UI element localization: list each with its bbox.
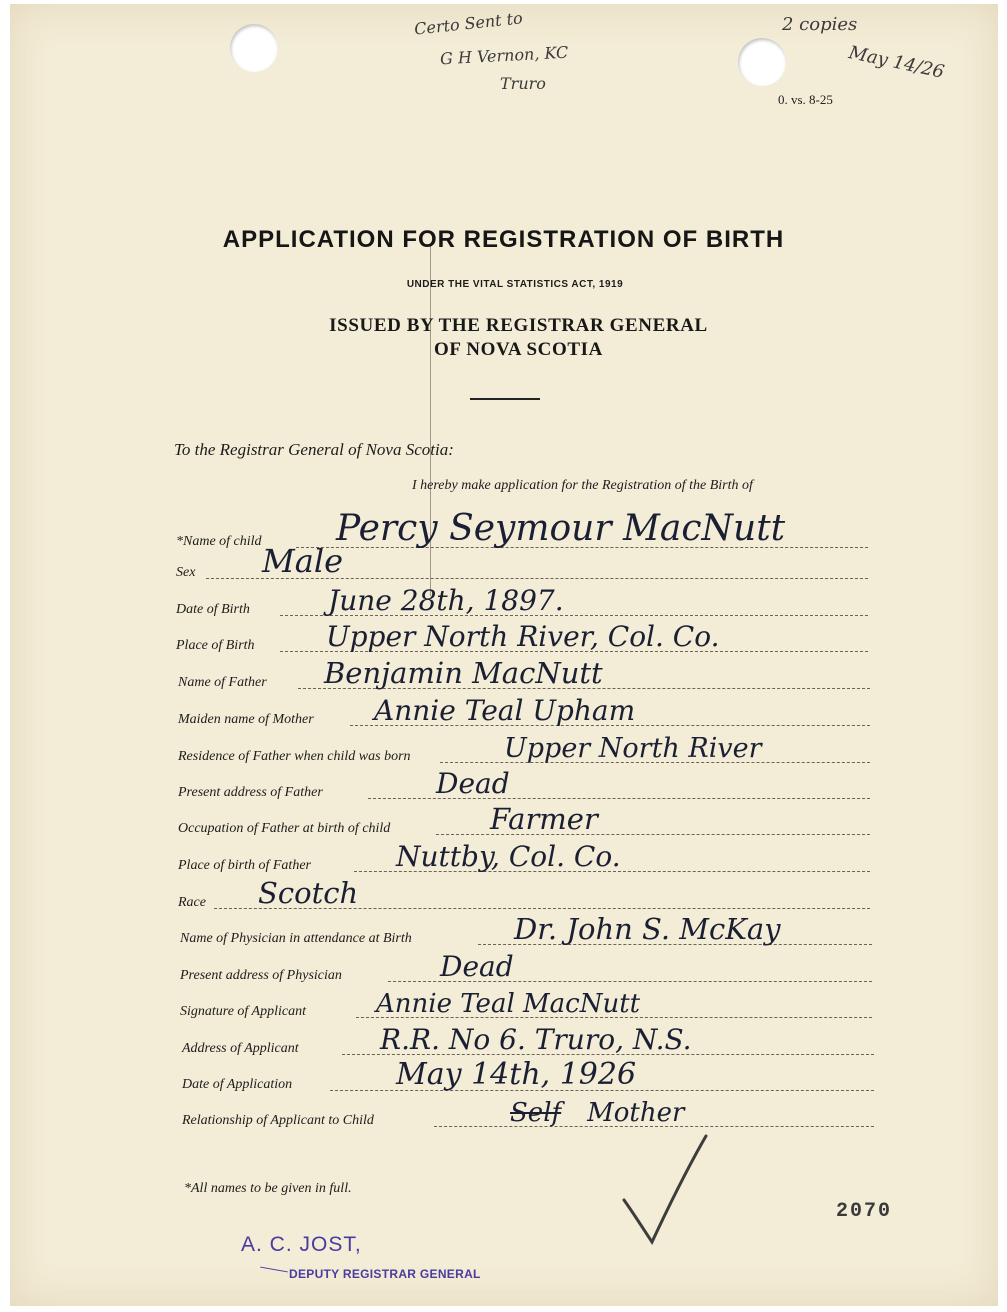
field-value: Nuttby, Col. Co. xyxy=(396,840,621,873)
field-value: Upper North River, Col. Co. xyxy=(326,620,720,653)
field-value: Farmer xyxy=(490,802,598,836)
field-value: June 28th, 1897. xyxy=(328,584,564,617)
field-label: Residence of Father when child was born xyxy=(178,749,411,764)
pencil-note-copies: 2 copies xyxy=(782,14,858,35)
intro-text: I hereby make application for the Registration of the Birth of xyxy=(412,478,753,493)
registrar-stamp-name: A. C. JOST, xyxy=(241,1233,362,1256)
field-value: Dead xyxy=(440,950,514,983)
field-label: Sex xyxy=(176,565,196,580)
pencil-note-line1: Certo Sent to xyxy=(413,8,524,39)
field-value: Upper North River xyxy=(504,733,762,764)
field-place-of-birth-of-father xyxy=(178,840,870,876)
field-sex xyxy=(176,542,868,583)
document-number: 2070 xyxy=(836,1200,893,1223)
field-place-of-birth xyxy=(176,620,868,656)
field-value: Benjamin MacNutt xyxy=(324,656,603,690)
pencil-note-line3: Truro xyxy=(500,74,546,93)
field-value: R.R. No 6. Truro, N.S. xyxy=(380,1023,692,1056)
field-label: Name of Father xyxy=(178,675,267,690)
field-label: Date of Birth xyxy=(176,602,250,617)
field-relationship-to-child xyxy=(182,1098,874,1131)
field-label: Relationship of Applicant to Child xyxy=(182,1113,374,1128)
field-race xyxy=(178,876,870,913)
pencil-note-line2: G H Vernon, KC xyxy=(439,42,569,69)
struck-value: Self xyxy=(510,1098,562,1128)
field-value: May 14th, 1926 xyxy=(396,1057,637,1092)
punch-hole-left xyxy=(230,24,278,72)
field-name-of-father xyxy=(178,656,870,693)
field-physician-in-attendance xyxy=(180,912,872,949)
field-label: Place of Birth xyxy=(176,638,255,653)
field-label: Address of Applicant xyxy=(182,1041,299,1056)
field-present-address-of-physician xyxy=(180,950,872,986)
field-label: *Name of child xyxy=(176,534,262,549)
field-address-of-applicant xyxy=(182,1023,874,1059)
issuer-heading xyxy=(0,314,1007,362)
field-label: Date of Application xyxy=(182,1077,293,1092)
field-date-of-application xyxy=(182,1057,874,1095)
field-label: Maiden name of Mother xyxy=(178,712,314,727)
field-label: Present address of Physician xyxy=(180,968,342,983)
field-label: Name of Physician in attendance at Birth xyxy=(180,931,412,946)
field-value: Scotch xyxy=(258,876,359,910)
field-residence-of-father xyxy=(178,733,870,767)
field-label: Present address of Father xyxy=(178,785,323,800)
field-label: Signature of Applicant xyxy=(180,1004,306,1019)
footnote: *All names to be given in full. xyxy=(184,1181,352,1196)
pencil-note-date: May 14/26 xyxy=(846,42,947,83)
field-occupation-of-father xyxy=(178,802,870,839)
field-value: Annie Teal Upham xyxy=(374,694,636,727)
punch-hole-right xyxy=(738,38,786,86)
field-value: Dr. John S. McKay xyxy=(514,912,781,946)
registrar-stamp-title: DEPUTY REGISTRAR GENERAL xyxy=(289,1267,481,1281)
field-value xyxy=(510,1098,684,1128)
act-subtitle: UNDER THE VITAL STATISTICS ACT, 1919 xyxy=(406,279,624,290)
field-maiden-name-of-mother xyxy=(178,694,870,730)
field-label: Occupation of Father at birth of child xyxy=(178,821,391,836)
field-label: Place of birth of Father xyxy=(178,858,311,873)
field-label: Race xyxy=(178,895,206,910)
field-value: Dead xyxy=(436,767,510,800)
field-value: Annie Teal MacNutt xyxy=(376,989,641,1019)
relationship-value: Mother xyxy=(587,1098,685,1128)
issuer-line-1: ISSUED BY THE REGISTRAR GENERAL xyxy=(329,315,708,336)
field-value: Male xyxy=(262,542,344,580)
issuer-line-2: OF NOVA SCOTIA xyxy=(434,339,603,360)
field-signature-of-applicant xyxy=(180,989,872,1022)
form-number: 0. vs. 8-25 xyxy=(778,92,833,107)
field-date-of-birth xyxy=(176,584,868,620)
salutation: To the Registrar General of Nova Scotia: xyxy=(174,440,454,459)
field-present-address-of-father xyxy=(178,767,870,803)
check-mark-icon xyxy=(610,1130,720,1250)
field-value: Percy Seymour MacNutt xyxy=(336,508,786,549)
title-divider xyxy=(470,398,540,400)
page-title: APPLICATION FOR REGISTRATION OF BIRTH xyxy=(222,226,785,253)
